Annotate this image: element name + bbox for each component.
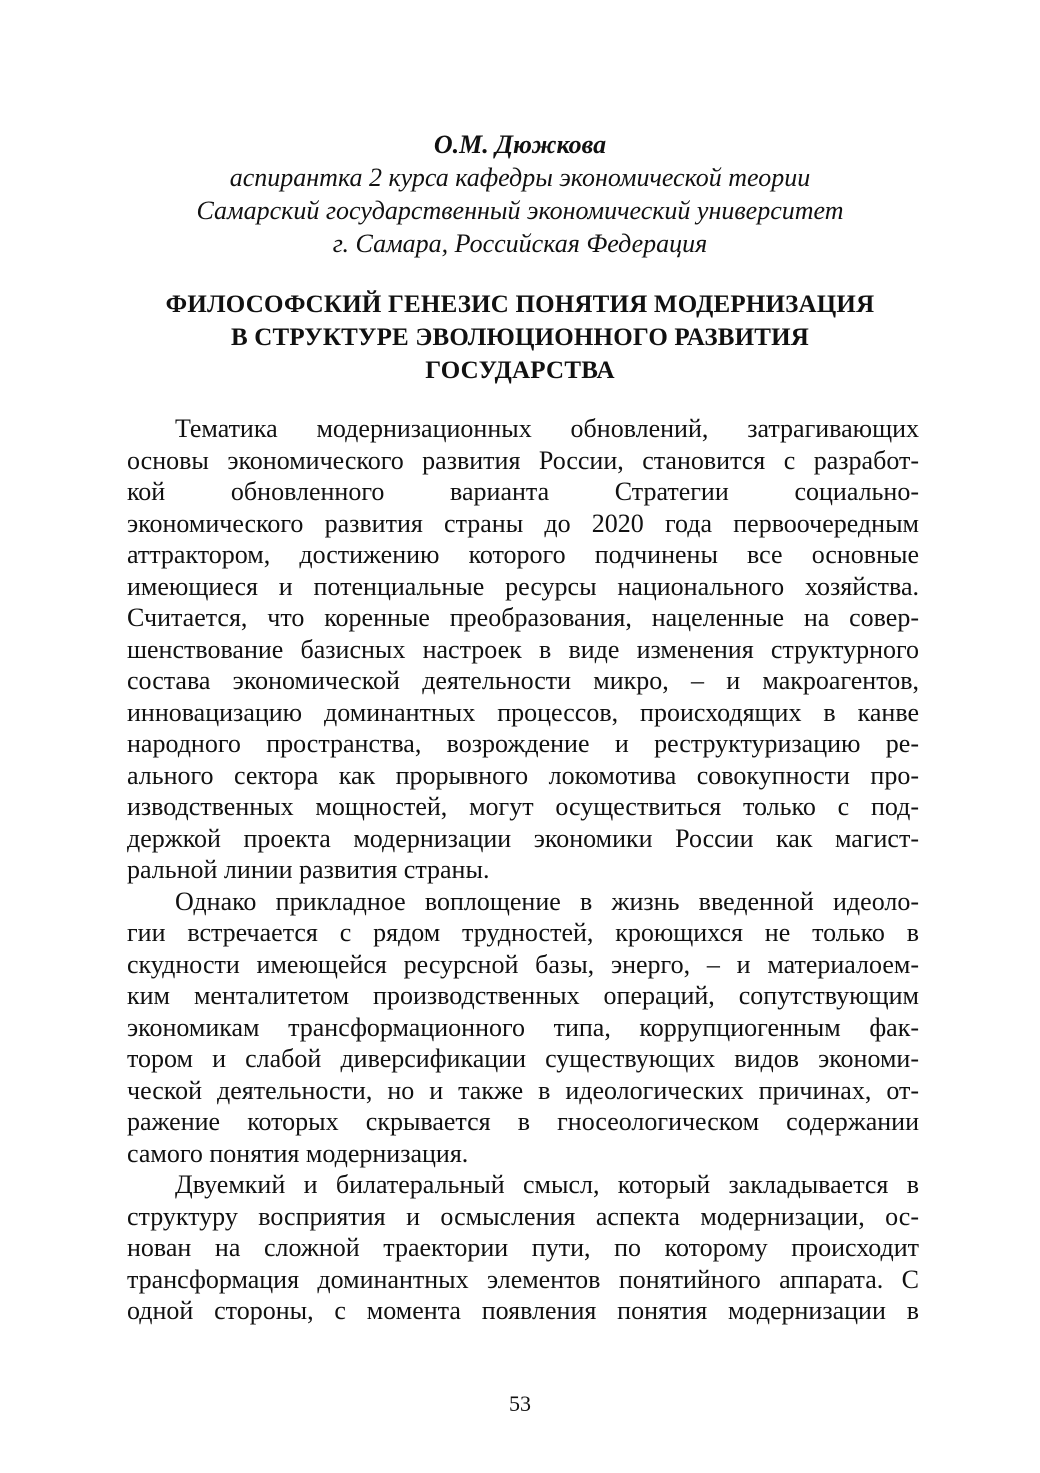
- author-position: аспирантка 2 курса кафедры экономической теории: [229, 163, 811, 192]
- text-line: держкой проекта модернизации экономики России как магист-: [127, 823, 919, 853]
- author-block: [0, 128, 1040, 260]
- article-body: [127, 413, 919, 1327]
- text-line: ким менталитетом производственных операций, сопутствующим: [127, 981, 919, 1010]
- text-line: имеющиеся и потенциальные ресурсы национального хозяйства.: [127, 571, 919, 601]
- text-line: ральной линии развития страны.: [127, 855, 490, 884]
- text-line: нован на сложной траектории пути, по которому происходит: [127, 1233, 919, 1262]
- text-line: кой обновленного варианта Стратегии социально-: [127, 477, 919, 506]
- text-line: ального сектора как прорывного локомотива совокупности про-: [127, 760, 919, 790]
- text-line: одной стороны, с момента появления понятия модернизации в: [127, 1296, 919, 1325]
- text-line: Двуемкий и билатеральный смысл, который закладывается в: [175, 1170, 919, 1199]
- author-name: О.М. Дюжкова: [433, 130, 607, 159]
- page-number: 53: [509, 1391, 531, 1416]
- text-line: ческой деятельности, но и также в идеологических причинах, от-: [127, 1075, 919, 1105]
- text-line: народного пространства, возрождение и реструктуризацию ре-: [127, 729, 919, 758]
- text-line: Однако прикладное воплощение в жизнь введенной идеоло-: [175, 886, 919, 916]
- text-line: ражение которых скрывается в гносеологическом содержании: [127, 1107, 919, 1136]
- paragraph-3: [127, 1169, 919, 1327]
- text-line: основы экономического развития России, становится с разработ-: [127, 445, 919, 475]
- text-line: трансформация доминантных элементов понятийного аппарата. С: [127, 1264, 919, 1294]
- text-line: структуру восприятия и осмысления аспекта модернизации, ос-: [127, 1201, 919, 1231]
- text-line: Считается, что коренные преобразования, нацеленные на совер-: [127, 603, 919, 632]
- text-line: аттрактором, достижению которого подчинены все основные: [127, 540, 919, 569]
- text-line: самого понятия модернизация.: [127, 1138, 469, 1168]
- text-line: Тематика модернизационных обновлений, затрагивающих: [175, 414, 919, 443]
- text-line: тором и слабой диверсификации существующих видов экономи-: [127, 1044, 919, 1073]
- text-line: экономикам трансформационного типа, коррупциогенным фак-: [127, 1012, 919, 1042]
- title-line: ФИЛОСОФСКИЙ ГЕНЕЗИС ПОНЯТИЯ МОДЕРНИЗАЦИЯ: [165, 291, 875, 318]
- paragraph-1: [127, 413, 919, 886]
- text-line: экономического развития страны до 2020 года первоочередным: [127, 508, 919, 538]
- title-line: В СТРУКТУРЕ ЭВОЛЮЦИОННОГО РАЗВИТИЯ: [230, 324, 810, 351]
- text-line: состава экономической деятельности микро, – и макроагентов,: [127, 666, 919, 695]
- text-line: шенствование базисных настроек в виде изменения структурного: [127, 634, 919, 664]
- text-line: изводственных мощностей, могут осуществиться только с под-: [127, 792, 919, 821]
- text-line: гии встречается с рядом трудностей, кроющихся не только в: [127, 918, 919, 947]
- author-university: Самарский государственный экономический университет: [196, 196, 844, 225]
- text-line: инновацизацию доминантных процессов, происходящих в канве: [127, 697, 919, 727]
- author-city: г. Самара, Российская Федерация: [332, 229, 708, 258]
- title-line: ГОСУДАРСТВА: [425, 357, 615, 384]
- text-line: скудности имеющейся ресурсной базы, энерго, – и материалоем-: [127, 949, 919, 979]
- paragraph-2: [127, 886, 919, 1170]
- article-title: [0, 288, 1040, 387]
